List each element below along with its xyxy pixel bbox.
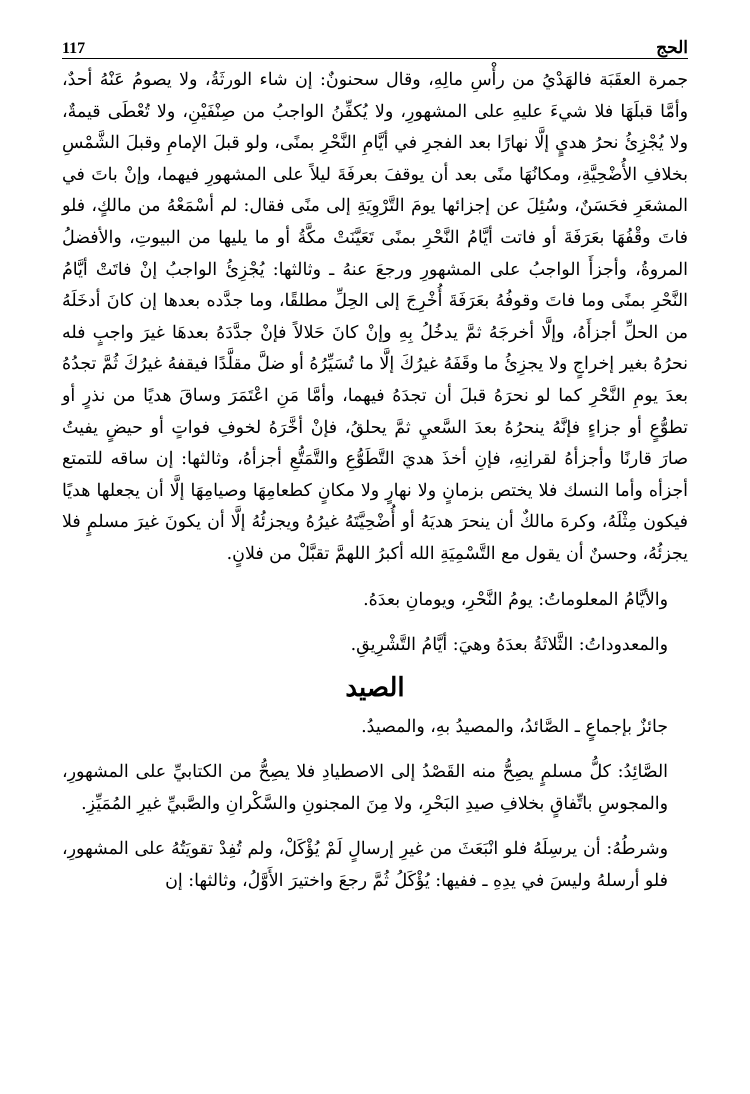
book-page <box>62 28 688 1084</box>
paragraph-hunter: الصَّائِدُ: كلُّ مسلمٍ يصِحُّ منه القَصْدُ إلى الاصطيادِ فلا يصِحُّ من الكتابيِّ على المشهورِ، والمجوسِ باتِّفاقٍ بخلافِ صيدِ البَحْرِ، ولا مِنَ المجنونِ والسَّكْرانِ والصَّبيِّ غيرِ المُمَيِّزِ. <box>62 762 668 814</box>
paragraph-known-days: والأيَّامُ المعلوماتُ: يومُ النَّحْرِ، ويومانِ بعدَهُ. <box>363 589 668 610</box>
paragraph-counted-days: والمعدوداتُ: الثَّلاثَةُ بعدَهُ وهيَ: أيَّامُ التَّشْرِيقِ. <box>350 635 668 656</box>
spacer <box>62 743 688 757</box>
paragraph-hunting-intro: جائزٌ بإجماعٍ ـ الصَّائدُ، والمصيدُ بهِ، والمصيدُ. <box>361 716 668 737</box>
spacer <box>62 616 688 630</box>
paragraph-hajj-sacrifice: جمرة العقَبَة فالهَدْيُ من رأْسِ مالِهِ، وقال سحنونٌ: إن شاء الورثَةُ، ولا يصومُ عَنْهُ أحدٌ، وأمَّا قبلَهَا فلا شيءَ عليهِ على المشهورِ، ولا يُكفِّنُ الواجبُ من صِنْفَيْنِ، ولا تُعْطَى قيمةٌ، ولا يُجْزِئُ نحرُ هديٍ إلَّا نهارًا بعد الفجرِ في أيَّامِ النَّحْرِ بمنًى، ولو قبلَ الإمامِ وقبلَ الشَّمْسِ بخلافِ الأُضْحِيَّةِ، ومكانُهَا منًى بعد أن يوقفَ بعرفَةَ ليلاً على المشهورِ فيهما، وإنْ باتَ في المشعَرِ فحَسَنٌ، وسُئِلَ عن إجزائها يومَ التَّرْوِيَةِ إلى منًى فقال: لم أسْمَعْهُ من مالكٍ، فلو فاتَ وقْفُهَا بعَرَفَةَ أو فاتت أيَّامُ النَّحْرِ بمنًى تَعَيَّنَتْ مكَّةُ أو ما يليها من البيوتِ، والأفضلُ المروةُ، وأجزأَ الواجبُ على المشهورِ ورجعَ عنهُ ـ وثالثها: يُجْزِئُ الواجبُ إنْ فاتَتْ أيَّامُ النَّحْرِ بمنًى وما فاتَ وقوفُهُ بعَرَفَةَ أُخْرِجَ إلى الحِلِّ مطلقًا، وما جدَّده بعدها إن كانَ أدخَلَهُ من الحلِّ أجزأَهُ، وإلَّا أخرجَهُ ثمَّ يدخُلُ بِهِ وإنْ كانَ حَلالاً فإنْ جدَّدَهُ بعدهَا غيرَ واجبٍ فله نحرُهُ بغير إخراجٍ ولا يجزِئُ ما وقَفَهُ غيرُكَ إلَّا ما تُسَيِّرُهُ أو ضلَّ مقلَّدًا فيقفهُ غيرُكَ ثُمَّ تجدُهُ بعدَ يومِ النَّحْرِ كما لو نحرَهُ قبلَ أن تجدَهُ فيهما، وأمَّا مَنِ اعْتَمَرَ وساقَ هديًا من نذرٍ أو تطوُّعٍ أو جزاءٍ فإنَّهُ ينحرُهُ بعدَ السَّعيِ ثمَّ يحلقُ، فإنْ أخَّرَهُ لخوفِ فواتٍ أو حيضٍ يفيتُ صارَ قارنًا وأجزأهُ لقرانِهِ، فإنِ أخذَ هديَ التَّطَوُّعِ والتَّمَتُّعِ أجزأهُ، وثالثها: إن ساقه للتمتع أجزأه وأما النسك فلا يختص بزمانٍ ولا نهارٍ ولا مكانٍ كطعامِهَا وصيامِهَا إلَّا أن يجعلها هديًا فيكون مِثْلَهُ، وكرهَ مالكٌ أن ينحرَ هديَهُ أو أُضْحِيَّتَهُ غيرُهُ ويجزئُهُ إلَّا أن يكونَ غيرَ مسلمٍ فلا يجزئُهُ، وحسنٌ أن يقول مع التَّسْمِيَةِ الله أكبرُ اللهمَّ تقبَّلْ من فلانٍ. <box>62 70 688 564</box>
page-header <box>62 28 688 59</box>
page-number: 117 <box>62 40 86 57</box>
page-content <box>62 65 688 898</box>
paragraph-condition: وشرطُهُ: أن يرسِلَهُ فلو انْبَعَثَ من غيرِ إرسالٍ لَمْ يُؤْكَلْ، ولم تُفِدْ تقويَتُهُ على المشهورِ، فلو أرسلهُ وليسَ في يدِهِ ـ ففيها: يُؤْكَلُ ثُمَّ رجعَ واختيرَ الأَوَّلُ، وثالثها: إن <box>62 839 668 892</box>
chapter-title: الحج <box>656 38 688 58</box>
spacer <box>62 571 688 585</box>
section-title-hunting: الصيد <box>345 672 405 703</box>
spacer <box>62 820 688 834</box>
